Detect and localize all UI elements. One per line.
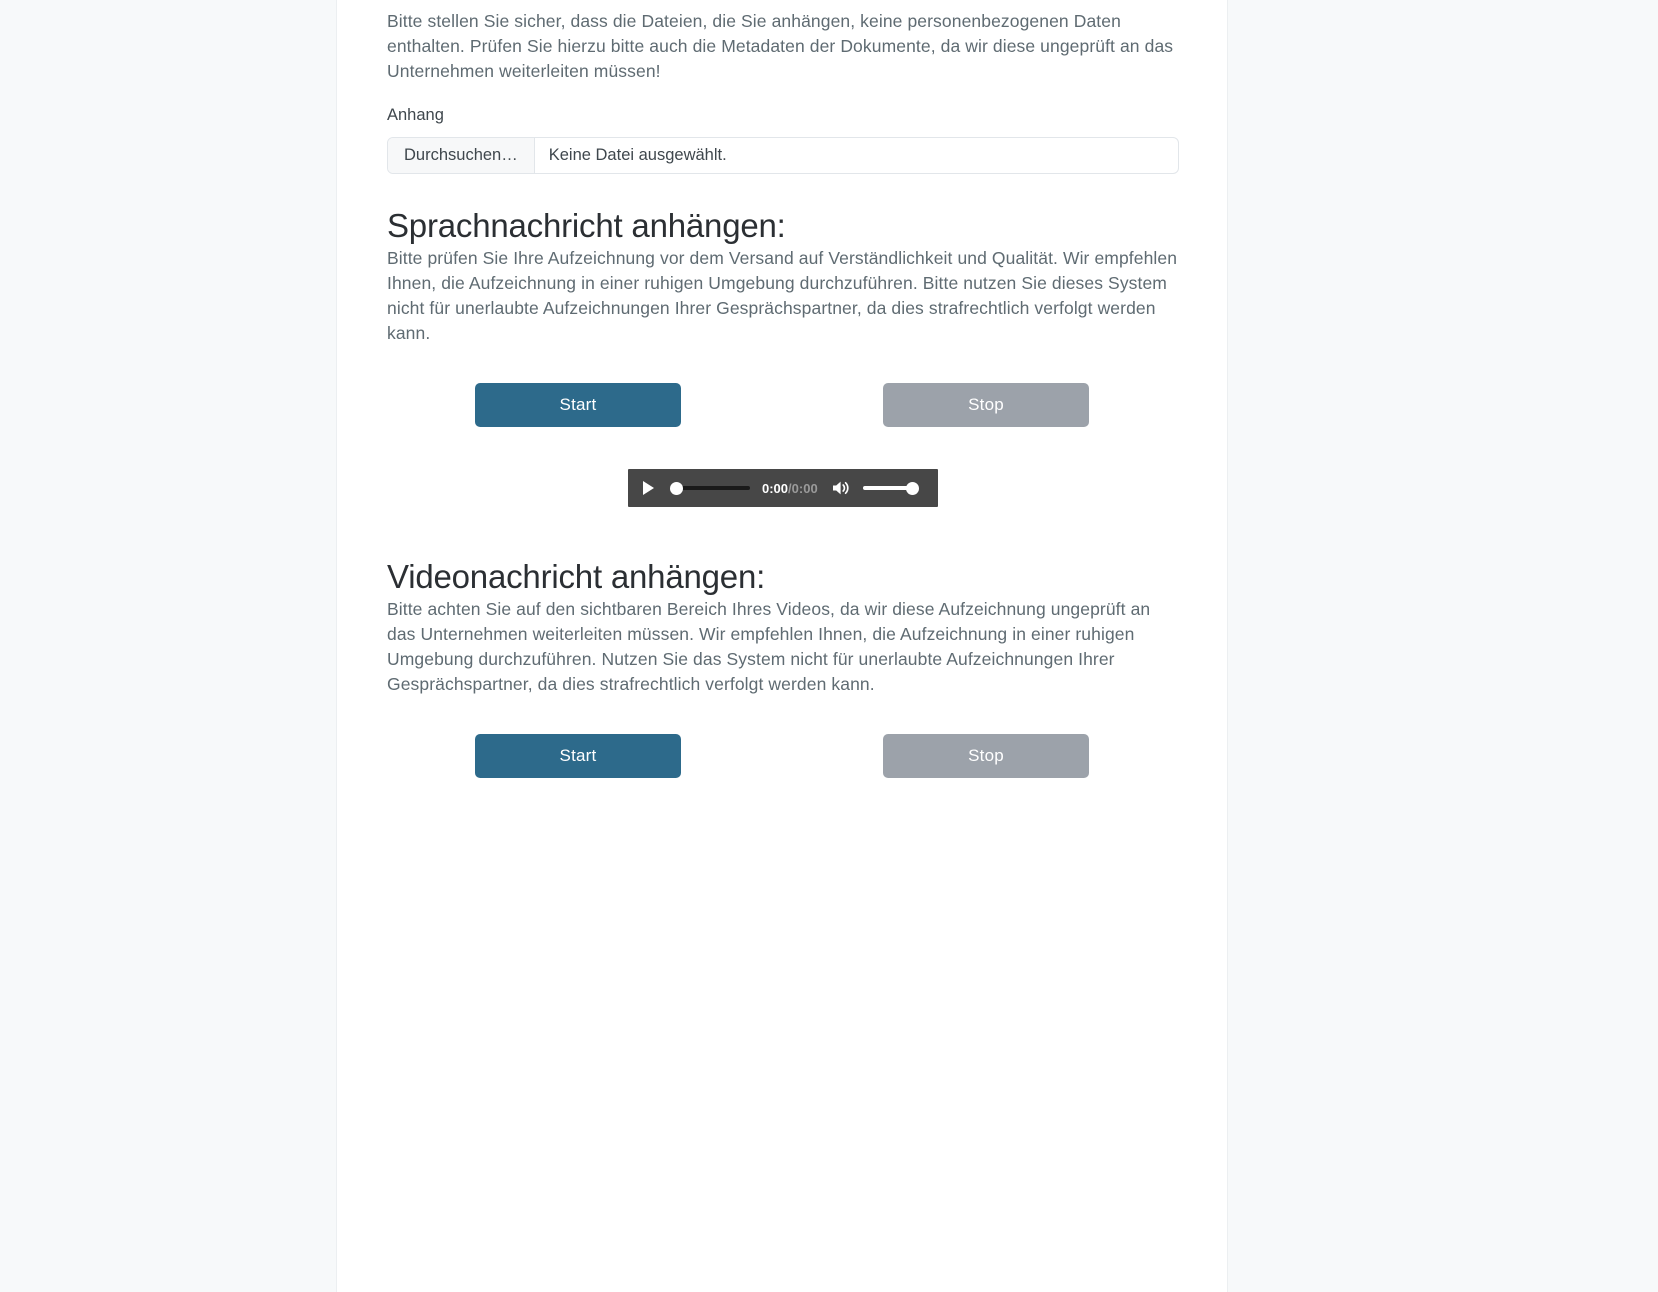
selected-file-name: Keine Datei ausgewählt. bbox=[548, 146, 727, 164]
voice-message-description: Bitte prüfen Sie Ihre Aufzeichnung vor dem Versand auf Verständlichkeit und Qualität. Wir empfehlen Ihnen, die Aufzeichnung in einer ruhigen Umgebung durchzuführen. Bitte nutzen Sie dieses System nicht für unerlaubte Aufzeichnungen Ihrer Gesprächspartner, da dies strafrechtlich verfolgt werden kann. bbox=[387, 248, 1178, 343]
browse-button[interactable]: Durchsuchen… bbox=[388, 138, 535, 173]
video-message-description: Bitte achten Sie auf den sichtbaren Bereich Ihres Videos, da wir diese Aufzeichnung ungeprüft an das Unternehmen weiterleiten müssen. Wir empfehlen Ihnen, die Aufzeichnung in einer ruhigen Umgebung durchzuführen. Nutzen Sie das System nicht für unerlaubte Aufzeichnungen Ihrer Gesprächspartner, da dies strafrechtlich verfolgt werden kann. bbox=[387, 599, 1151, 694]
seek-track bbox=[675, 486, 750, 490]
voice-recording-controls bbox=[387, 383, 1179, 427]
voice-stop-button[interactable]: Stop bbox=[883, 383, 1089, 427]
section-spacer bbox=[387, 507, 1179, 525]
time-separator: / bbox=[788, 480, 792, 496]
volume-slider[interactable] bbox=[863, 481, 919, 495]
audio-seek-slider[interactable] bbox=[670, 481, 750, 495]
video-start-button[interactable]: Start bbox=[475, 734, 681, 778]
total-time: 0:00 bbox=[791, 480, 818, 496]
volume-thumb[interactable] bbox=[906, 482, 919, 495]
voice-message-heading: Sprachnachricht anhängen: bbox=[387, 207, 786, 244]
attachment-file-input[interactable] bbox=[387, 137, 1179, 174]
video-message-heading: Videonachricht anhängen: bbox=[387, 558, 766, 595]
play-icon[interactable] bbox=[639, 479, 658, 498]
seek-thumb[interactable] bbox=[670, 482, 683, 495]
privacy-notice-text: Bitte stellen Sie sicher, dass die Dateien, die Sie anhängen, keine personenbezogenen Daten enthalten. Prüfen Sie hierzu bitte auch die Metadaten der Dokumente, da wir diese ungeprüft an das Unternehmen weiterleiten müssen! bbox=[387, 11, 1174, 81]
audio-time-display bbox=[762, 481, 818, 496]
audio-player-wrapper bbox=[387, 469, 1179, 507]
content-card bbox=[336, 0, 1228, 1292]
attachment-label: Anhang bbox=[387, 106, 444, 124]
voice-start-button[interactable]: Start bbox=[475, 383, 681, 427]
audio-player[interactable] bbox=[628, 469, 938, 507]
video-stop-button[interactable]: Stop bbox=[883, 734, 1089, 778]
form-container bbox=[387, 0, 1179, 778]
current-time: 0:00 bbox=[762, 480, 789, 496]
video-recording-controls bbox=[387, 734, 1179, 778]
speaker-icon[interactable] bbox=[831, 479, 852, 497]
